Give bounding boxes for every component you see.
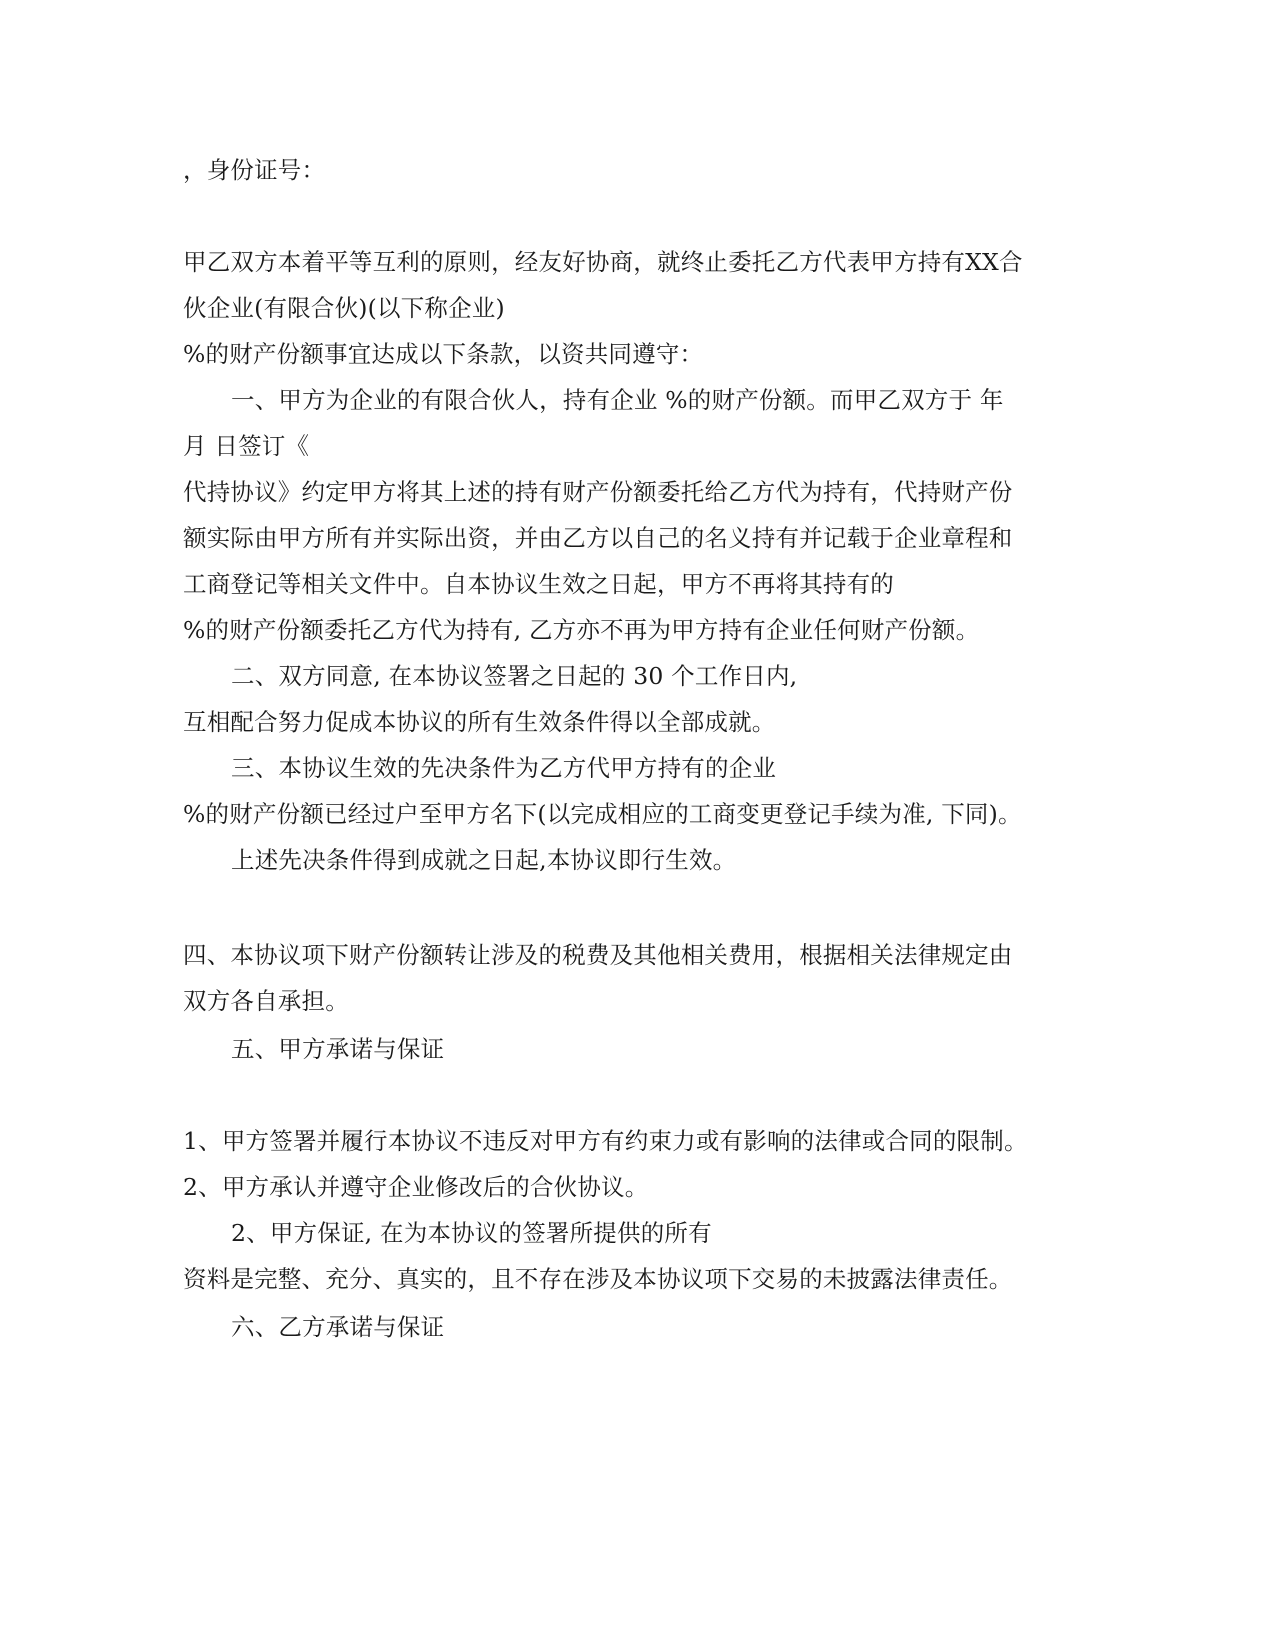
text-line: 伙企业(有限合伙)(以下称企业) [183,294,505,322]
text-line: %的财产份额事宜达成以下条款，以资共同遵守： [183,340,704,368]
text-line: 双方各自承担。 [183,987,349,1015]
text-line: ，身份证号： [183,156,326,184]
text-line: 1、甲方签署并履行本协议不违反对甲方有约束力或有影响的法律或合同的限制。 [183,1127,1028,1155]
text-line: 2、甲方承认并遵守企业修改后的合伙协议。 [183,1173,649,1201]
text-line: 四、本协议项下财产份额转让涉及的税费及其他相关费用，根据相关法律规定由 [183,941,1013,969]
text-line: 二、双方同意, 在本协议签署之日起的 30 个工作日内, [231,662,798,690]
text-line: 月 日签订《 [183,432,310,460]
section-heading: 五、甲方承诺与保证 [231,1035,445,1063]
text-line: %的财产份额已经过户至甲方名下(以完成相应的工商变更登记手续为准, 下同)。 [183,800,1022,828]
text-line: 工商登记等相关文件中。自本协议生效之日起，甲方不再将其持有的 [183,570,894,598]
text-line: 上述先决条件得到成就之日起,本协议即行生效。 [231,846,737,874]
text-line: 三、本协议生效的先决条件为乙方代甲方持有的企业 [231,754,777,782]
text-line: 2、甲方保证, 在为本协议的签署所提供的所有 [231,1219,712,1247]
text-line: 甲乙双方本着平等互利的原则，经友好协商，就终止委托乙方代表甲方持有XX合 [183,248,1023,276]
text-line: 资料是完整、充分、真实的，且不存在涉及本协议项下交易的未披露法律责任。 [183,1265,1013,1293]
text-line: 互相配合努力促成本协议的所有生效条件得以全部成就。 [183,708,776,736]
section-heading: 六、乙方承诺与保证 [231,1313,445,1341]
text-line: 代持协议》约定甲方将其上述的持有财产份额委托给乙方代为持有，代持财产份 [183,478,1013,506]
text-line: 额实际由甲方所有并实际出资，并由乙方以自己的名义持有并记载于企业章程和 [183,524,1013,552]
text-line: %的财产份额委托乙方代为持有, 乙方亦不再为甲方持有企业任何财产份额。 [183,616,980,644]
text-line: 一、甲方为企业的有限合伙人，持有企业 %的财产份额。而甲乙双方于 年 [231,386,1004,414]
